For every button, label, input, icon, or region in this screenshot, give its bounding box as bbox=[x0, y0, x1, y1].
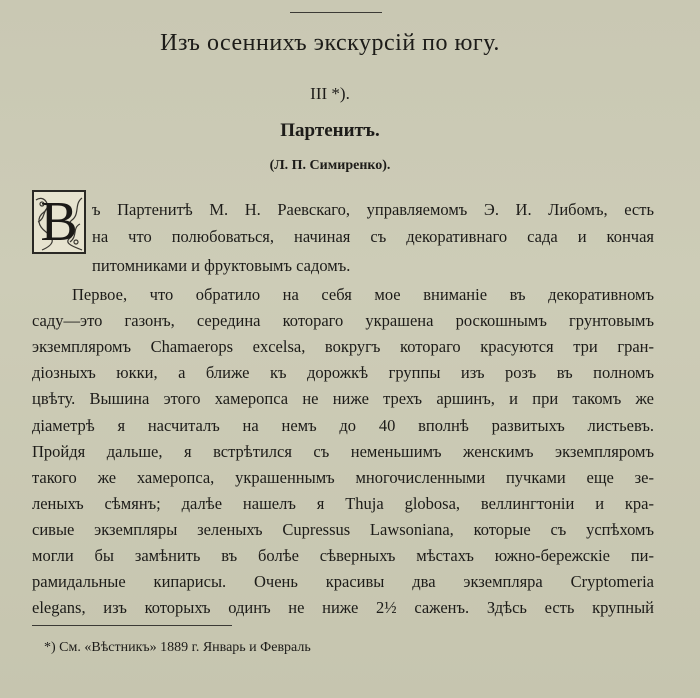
text-line: Первое, что обратило на себя мое вниманіе въ декоративномъ bbox=[72, 285, 654, 304]
text-line: саду—это газонъ, середина котораго украшена роскошнымъ грунтовымъ bbox=[32, 311, 654, 331]
text-line: ъ Партенитѣ М. Н. Раевскаго, управляемомъ Э. И. Либомъ, есть bbox=[92, 200, 654, 219]
text-line: рамидальные кипарисы. Очень красивы два экземпляра Cryptomeria bbox=[32, 572, 654, 592]
text-line: цвѣту. Вышина этого хамеропса не ниже трехъ аршинъ, и при такомъ же bbox=[32, 389, 654, 409]
text-line: такого же хамеропса, украшеннымъ многочисленными пучками еще зе- bbox=[32, 467, 654, 487]
text-line: экземпляромъ Chamaerops excelsa, вокругъ котораго красуются три гран- bbox=[32, 337, 654, 357]
top-rule bbox=[290, 12, 382, 13]
text-line: питомниками и фруктовымъ садомъ. bbox=[92, 256, 351, 275]
text-line: діаметрѣ я насчиталъ на немъ до 40 вполнѣ развитыхъ листьевъ. bbox=[32, 415, 654, 435]
text-line: леныхъ сѣмянъ; далѣе нашелъ я Thuja globosa, веллингтоніи и кра- bbox=[32, 493, 654, 513]
section-number: III *). bbox=[310, 84, 350, 103]
ornamental-dropcap bbox=[32, 190, 86, 254]
text-line: сивые экземпляры зеленыхъ Cupressus Lawsoniana, которые съ успѣхомъ bbox=[32, 519, 654, 539]
footnote: *) См. «Вѣстникъ» 1889 г. Январь и Февраль bbox=[44, 640, 311, 655]
article-title: Изъ осеннихъ экскурсій по югу. bbox=[160, 30, 500, 56]
text-line: elegans, изъ которыхъ одинъ не ниже 2½ саженъ. Здѣсь есть крупный bbox=[32, 598, 654, 618]
place-heading: Партенитъ. bbox=[280, 120, 380, 141]
footnote-rule bbox=[32, 625, 232, 626]
text-line: на что полюбоваться, начиная съ декоративнаго сада и кончая bbox=[92, 227, 654, 246]
text-line: діозныхъ юкки, а ближе къ дорожкѣ группы изъ розъ въ полномъ bbox=[32, 363, 654, 383]
author-byline: (Л. П. Симиренко). bbox=[269, 158, 391, 173]
dropcap-letter: В bbox=[40, 191, 78, 253]
text-line: могли бы замѣнить въ болѣе сѣверныхъ мѣстахъ южно-бережскіе пи- bbox=[32, 546, 654, 565]
text-line: Пройдя дальше, я встрѣтился съ неменьшимъ женскимъ экземпляромъ bbox=[32, 441, 654, 461]
